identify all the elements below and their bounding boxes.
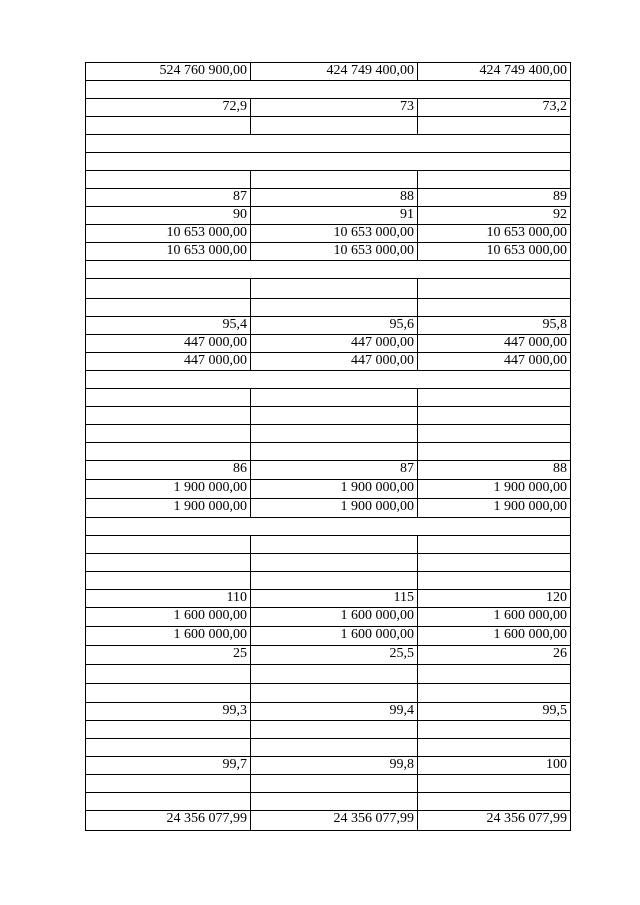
table-row bbox=[85, 683, 571, 702]
table-cell-col1 bbox=[86, 279, 251, 298]
table-cell-col1: 1 600 000,00 bbox=[86, 627, 251, 645]
table-cell-col2 bbox=[251, 554, 418, 571]
table-row bbox=[85, 498, 571, 517]
table-cell-col3: 447 000,00 bbox=[504, 353, 567, 368]
table-row bbox=[85, 664, 571, 683]
table-cell-col2: 87 bbox=[251, 461, 418, 479]
table-cell-col1 bbox=[86, 739, 251, 756]
table-row bbox=[85, 535, 571, 553]
table-row bbox=[85, 756, 571, 774]
table-cell-col3: 10 653 000,00 bbox=[486, 243, 567, 258]
table-row bbox=[85, 80, 571, 98]
table-cell-col3 bbox=[418, 665, 570, 683]
table-cell-col3 bbox=[418, 684, 570, 702]
table-cell-col2 bbox=[251, 536, 418, 553]
table-row bbox=[85, 278, 571, 298]
table-cell-col3 bbox=[418, 425, 570, 442]
table-cell-col2 bbox=[251, 299, 418, 316]
table-row bbox=[85, 334, 571, 352]
table-cell-col2 bbox=[251, 171, 418, 188]
table-row bbox=[85, 738, 571, 756]
table-row bbox=[85, 260, 571, 278]
table-cell-col2 bbox=[251, 793, 418, 810]
table-cell-col3: 424 749 400,00 bbox=[479, 63, 567, 78]
table-cell-col1: 86 bbox=[86, 461, 251, 479]
table-cell-col1: 447 000,00 bbox=[86, 353, 251, 370]
table-cell-col2 bbox=[251, 425, 418, 442]
table-cell-col3 bbox=[418, 171, 570, 188]
table-cell-col2: 95,6 bbox=[251, 317, 418, 334]
table-row bbox=[85, 589, 571, 607]
table-cell-col2 bbox=[251, 775, 418, 792]
table-row bbox=[85, 316, 571, 334]
table-cell-col2: 1 900 000,00 bbox=[251, 480, 418, 498]
table-cell-col2 bbox=[251, 665, 418, 683]
table-cell-col1: 524 760 900,00 bbox=[86, 63, 251, 80]
table-cell-col1: 25 bbox=[86, 646, 251, 664]
table-cell-col3: 89 bbox=[553, 189, 567, 204]
table-row bbox=[85, 553, 571, 571]
table-cell-col1: 447 000,00 bbox=[86, 335, 251, 352]
table-row bbox=[85, 517, 571, 535]
table-row bbox=[85, 442, 571, 460]
table-cell-col3: 10 653 000,00 bbox=[486, 225, 567, 240]
table-cell-col2: 10 653 000,00 bbox=[251, 225, 418, 242]
table-cell-col2 bbox=[251, 407, 418, 424]
table-cell-col3: 95,8 bbox=[542, 317, 567, 332]
table-row bbox=[85, 406, 571, 424]
table-cell-col3 bbox=[418, 793, 570, 810]
table-row bbox=[85, 370, 571, 388]
table-cell-col2: 88 bbox=[251, 189, 418, 206]
table-cell-col2: 24 356 077,99 bbox=[251, 811, 418, 830]
table-cell-col2 bbox=[251, 721, 418, 738]
table-row bbox=[85, 424, 571, 442]
table-cell-col1 bbox=[86, 572, 251, 589]
table-row bbox=[85, 116, 571, 134]
table-cell-col3: 100 bbox=[546, 757, 567, 772]
table-row bbox=[85, 607, 571, 626]
table-cell-col3 bbox=[418, 117, 570, 134]
table-cell-col1 bbox=[86, 684, 251, 702]
table-cell-col2: 447 000,00 bbox=[251, 353, 418, 370]
table-row bbox=[85, 626, 571, 645]
table-row bbox=[85, 460, 571, 479]
table-cell-col2: 115 bbox=[251, 590, 418, 607]
table-cell-col3 bbox=[418, 721, 570, 738]
table-cell-col1 bbox=[86, 554, 251, 571]
table-cell-col1: 1 900 000,00 bbox=[86, 480, 251, 498]
table-row bbox=[85, 224, 571, 242]
table-cell-col2 bbox=[251, 117, 418, 134]
table-cell-col3: 73,2 bbox=[542, 99, 567, 114]
table-cell-col1: 10 653 000,00 bbox=[86, 243, 251, 260]
table-cell-col3 bbox=[418, 536, 570, 553]
table-cell-col2: 424 749 400,00 bbox=[251, 63, 418, 80]
table-cell-col2: 447 000,00 bbox=[251, 335, 418, 352]
table-row bbox=[85, 134, 571, 152]
table-row bbox=[85, 702, 571, 720]
table-cell-col3: 92 bbox=[553, 207, 567, 222]
table-row bbox=[85, 98, 571, 116]
table-row bbox=[85, 479, 571, 498]
table-cell-col1: 99,7 bbox=[86, 757, 251, 774]
table-cell-col1 bbox=[86, 665, 251, 683]
table-row bbox=[85, 170, 571, 188]
table-cell-col2 bbox=[251, 572, 418, 589]
table-cell-col3: 26 bbox=[553, 646, 567, 661]
table-cell-col1 bbox=[86, 721, 251, 738]
table-cell-col1 bbox=[86, 425, 251, 442]
table-cell-col1: 10 653 000,00 bbox=[86, 225, 251, 242]
table-row bbox=[85, 188, 571, 206]
table-cell-col2: 10 653 000,00 bbox=[251, 243, 418, 260]
table-row bbox=[85, 645, 571, 664]
table-row bbox=[85, 152, 571, 170]
table-cell-col3: 1 600 000,00 bbox=[493, 627, 567, 642]
table-cell-col2: 99,4 bbox=[251, 703, 418, 720]
table-row bbox=[85, 720, 571, 738]
table-row bbox=[85, 810, 571, 831]
table-cell-col3 bbox=[418, 775, 570, 792]
table-cell-col3 bbox=[418, 407, 570, 424]
table-cell-col2 bbox=[251, 279, 418, 298]
table-cell-col3: 1 900 000,00 bbox=[493, 499, 567, 514]
table-cell-col1 bbox=[86, 389, 251, 406]
table-cell-col1 bbox=[86, 117, 251, 134]
table-cell-col1 bbox=[86, 536, 251, 553]
table-row bbox=[85, 206, 571, 224]
table-cell-col1: 24 356 077,99 bbox=[86, 811, 251, 830]
table-cell-col2 bbox=[251, 443, 418, 460]
table-cell-col3 bbox=[418, 443, 570, 460]
table-cell-col3: 447 000,00 bbox=[504, 335, 567, 350]
table-cell-col2: 99,8 bbox=[251, 757, 418, 774]
table-cell-col2: 73 bbox=[251, 99, 418, 116]
table-cell-col1: 72,9 bbox=[86, 99, 251, 116]
table-cell-col1 bbox=[86, 775, 251, 792]
table-cell-col2 bbox=[251, 684, 418, 702]
table-cell-col3: 99,5 bbox=[542, 703, 567, 718]
table-row bbox=[85, 62, 571, 80]
table-row bbox=[85, 242, 571, 260]
table-cell-col3 bbox=[418, 389, 570, 406]
table-cell-col1: 1 900 000,00 bbox=[86, 499, 251, 517]
table-row bbox=[85, 571, 571, 589]
table-cell-col1: 87 bbox=[86, 189, 251, 206]
table-cell-col1 bbox=[86, 171, 251, 188]
table-cell-col1: 95,4 bbox=[86, 317, 251, 334]
table-cell-col2: 25,5 bbox=[251, 646, 418, 664]
table-cell-col2: 1 600 000,00 bbox=[251, 627, 418, 645]
table-cell-col3: 1 900 000,00 bbox=[493, 480, 567, 495]
table-cell-col1: 1 600 000,00 bbox=[86, 608, 251, 626]
table-cell-col1: 99,3 bbox=[86, 703, 251, 720]
table-cell-col3: 1 600 000,00 bbox=[493, 608, 567, 623]
table-cell-col1 bbox=[86, 299, 251, 316]
table-cell-col3 bbox=[418, 572, 570, 589]
table-row bbox=[85, 388, 571, 406]
table-cell-col1: 90 bbox=[86, 207, 251, 224]
table-cell-col3: 24 356 077,99 bbox=[486, 811, 567, 826]
table-row bbox=[85, 298, 571, 316]
table-cell-col3: 88 bbox=[553, 461, 567, 476]
table-cell-col3 bbox=[418, 299, 570, 316]
table-cell-col2 bbox=[251, 389, 418, 406]
table-cell-col3 bbox=[418, 279, 570, 298]
table-row bbox=[85, 774, 571, 792]
table-row bbox=[85, 792, 571, 810]
table-cell-col1 bbox=[86, 443, 251, 460]
table-cell-col2: 1 900 000,00 bbox=[251, 499, 418, 517]
table-cell-col1 bbox=[86, 407, 251, 424]
table-cell-col3: 120 bbox=[546, 590, 567, 605]
table-cell-col3 bbox=[418, 554, 570, 571]
table-cell-col2 bbox=[251, 739, 418, 756]
table-row bbox=[85, 352, 571, 370]
table-cell-col2: 91 bbox=[251, 207, 418, 224]
table-cell-col2: 1 600 000,00 bbox=[251, 608, 418, 626]
data-table bbox=[85, 62, 571, 831]
table-cell-col1 bbox=[86, 793, 251, 810]
table-cell-col3 bbox=[418, 739, 570, 756]
table-cell-col1: 110 bbox=[86, 590, 251, 607]
